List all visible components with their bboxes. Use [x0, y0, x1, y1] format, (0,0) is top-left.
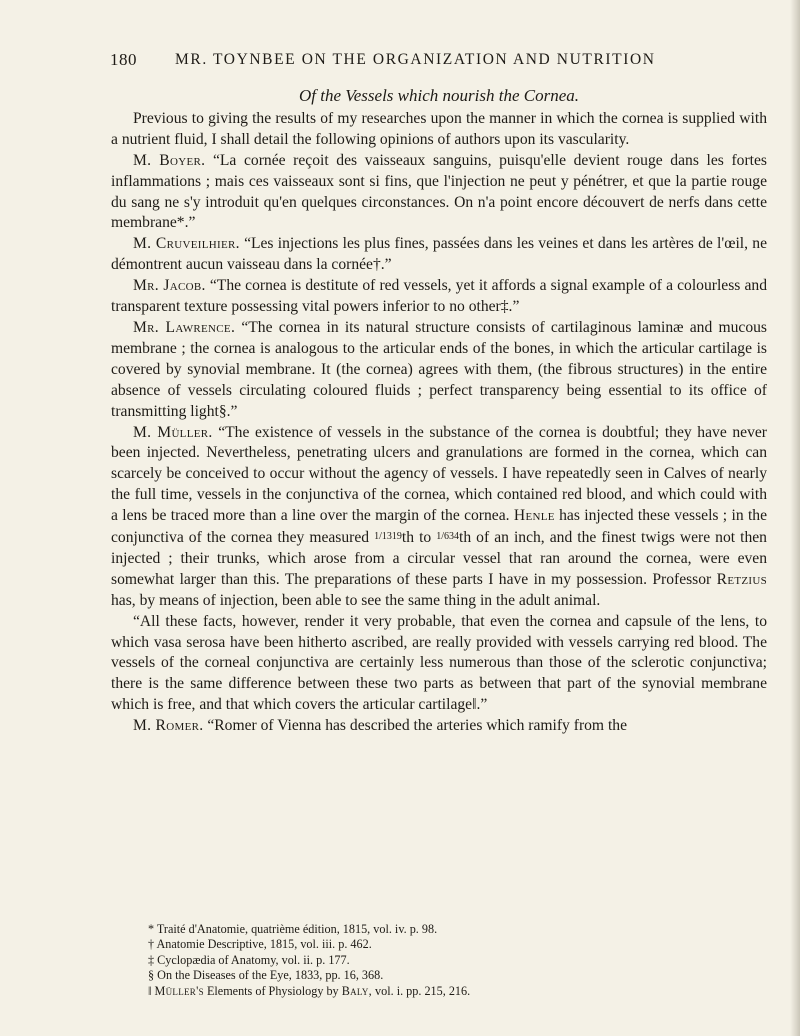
footnote-4: § On the Diseases of the Eye, 1833, pp. 16, 368.	[148, 968, 384, 983]
section-title: Of the Vessels which nourish the Cornea.	[298, 86, 579, 105]
opinion-lawrence	[111, 318, 767, 423]
fraction-1319: 1/1319	[374, 531, 402, 543]
page-spine-shadow	[790, 0, 800, 1036]
quote-text: “The cornea is destitute of red vessels, yet it affords a signal example of a colourless and transparent texture possessing vital powers inferior to no other‡.”	[111, 277, 767, 316]
quote-text: “The cornea in its natural structure consists of cartilaginous laminæ and mucous membrane ; the cornea is analogous to the articular ends of the bones, in which the articular cartilage is covered by synovial membrane. It (the cornea) agrees with them, (the fibrous structures) in the entire absence of vessels circulating coloured fluids ; perfect transparency being essential to its office of transmitting light§.”	[111, 318, 767, 420]
quote-text: “Romer of Vienna has described the arteries which ramify from the	[207, 717, 628, 735]
footnote-3: ‡ Cyclopædia of Anatomy, vol. ii. p. 177.	[148, 952, 350, 967]
cited-name-henle: Henle	[513, 507, 555, 525]
body-text	[111, 86, 767, 737]
opinion-muller: M. Müller. “The existence of vessels in the substance of the cornea is doubtful; they have never been injected. Nevertheless, penetrating ulcers and granulations are formed in the cornea, which can scarcely be conceived to occur without the agency of vessels. I have repeatedly seen in Calves of nearly the full time, vessels in the conjunctiva of the cornea, which contained red blood, and which could with a lens be traced more than a line over the margin of the cornea. Henle has injected these vessels ; in the conjunctiva of the cornea they measured 1/1319th to 1/634th of an inch, and the finest twigs were not then injected ; their trunks, which arose from a circular vessel that ran around the cornea, were even somewhat larger than this. The preparations of these parts I have in my possession. Professor Retzius has, by means of injection, been able to see the same thing in the adult animal.	[111, 423, 768, 609]
running-head: MR. TOYNBEE ON THE ORGANIZATION AND NUTRITION	[175, 51, 656, 68]
footnotes	[148, 922, 778, 999]
page-number: 180	[110, 50, 137, 69]
page-header	[0, 50, 800, 74]
opinion-romer	[111, 716, 767, 737]
author-name: Mr. Lawrence.	[133, 318, 236, 336]
author-name: M. Cruveilhier.	[133, 235, 240, 253]
author-name: Mr. Jacob.	[133, 277, 206, 295]
footnote-1: * Traité d'Anatomie, quatrième édition, 1815, vol. iv. p. 98.	[148, 922, 438, 936]
footnote-2: † Anatomie Descriptive, 1815, vol. iii. p. 462.	[148, 937, 372, 952]
intro-paragraph: Previous to giving the results of my researches upon the manner in which the cornea is supplied with a nutrient fluid, I shall detail the following opinions of authors upon its vascularity.	[111, 109, 767, 148]
fraction-634: 1/634	[436, 531, 460, 543]
opinion-jacob	[111, 276, 767, 318]
author-name: M. Romer.	[133, 717, 204, 735]
quote-text: “La cornée reçoit des vaisseaux sanguins, puisqu'elle devient rouge dans les fortes inflammations ; mais ces vaisseaux sont si fins, que l'injection ne peut y pénétrer, et que la partie rouge du sang ne s'y introduit qu'en quelques circonstances. On n'a point encore découvert de nerfs dans cette membrane*.”	[111, 151, 767, 232]
cited-name-retzius: Retzius	[716, 570, 768, 588]
author-name: M. Müller.	[133, 423, 213, 441]
opinion-cruveilhier	[111, 234, 767, 276]
footnote-5: ‖ Müller's Elements of Physiology by Baly, vol. i. pp. 215, 216.	[148, 983, 471, 998]
quote-paragraph: “All these facts, however, render it very probable, that even the cornea and capsule of the lens, to which vasa serosa have been hitherto ascribed, are really provided with vessels carrying red blood. The vessels of the corneal conjunctiva are certainly less numerous than those of the sclerotic conjunctiva; there is the same difference between these two parts as between that part of the synovial membrane which is free, and that which covers the articular cartilage‖.”	[111, 612, 767, 714]
opinion-boyer	[111, 151, 767, 235]
quote-text: “Les injections les plus fines, passées dans les veines et dans les artères de l'œil, ne démontrent aucun vaisseau dans la cornée†.”	[111, 235, 767, 274]
author-name: M. Boyer.	[133, 151, 206, 169]
